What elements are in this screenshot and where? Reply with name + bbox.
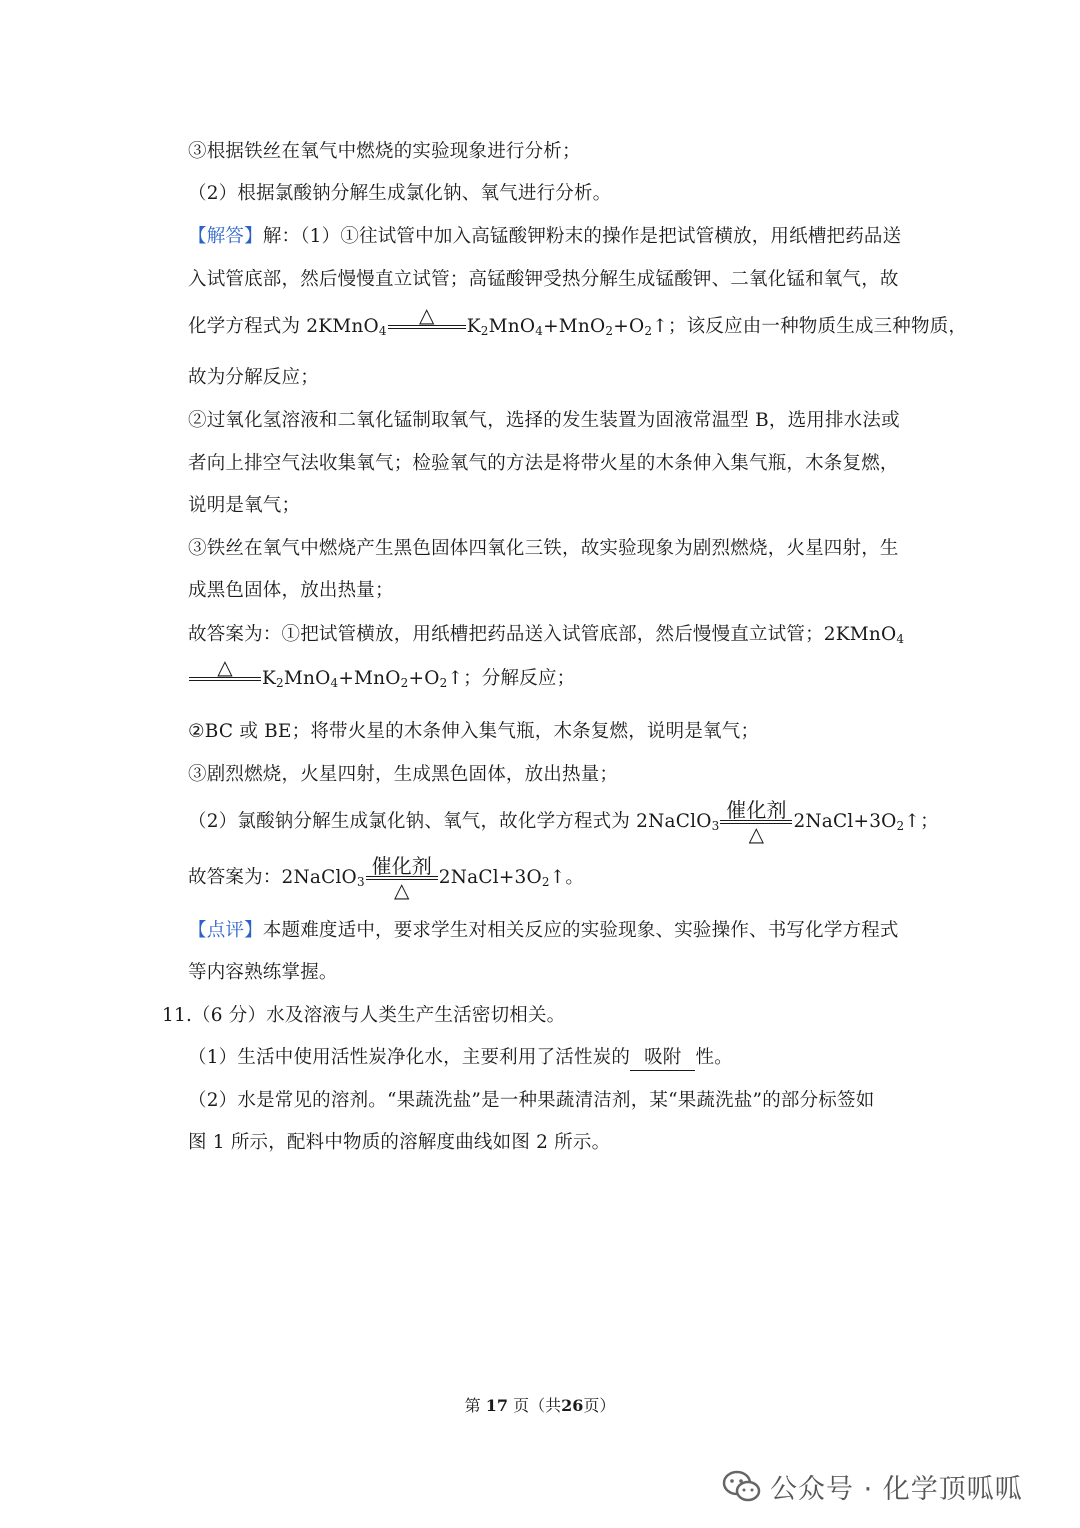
text-span: ↑；分解反应； xyxy=(447,668,576,689)
text-span: +MnO xyxy=(543,316,606,337)
text-span: +MnO xyxy=(338,668,401,689)
footer-text: 页（共 xyxy=(513,1396,562,1415)
footer-text: 第 xyxy=(464,1396,481,1415)
catalyst-label: 催化剂 xyxy=(371,854,433,878)
text-line: 说明是氧气； xyxy=(188,495,301,516)
comment-tag: 【点评】 xyxy=(188,920,263,941)
text-span: 性。 xyxy=(695,1047,733,1068)
text-line: 故为分解反应； xyxy=(188,367,319,388)
page-footer xyxy=(0,1393,1080,1416)
question-title: 11.（6 分）水及溶液与人类生产生活密切相关。 xyxy=(162,1005,566,1026)
total-pages: 26 xyxy=(561,1396,584,1415)
wechat-icon xyxy=(722,1469,762,1505)
text-span: 本题难度适中，要求学生对相关反应的实验现象、实验操作、书写化学方程式 xyxy=(262,920,899,941)
equation-line xyxy=(188,856,584,900)
text-line: （2）水是常见的溶剂。“果蔬洗盐”是一种果蔬清洁剂，某“果蔬洗盐”的部分标签如 xyxy=(188,1090,875,1111)
text-span: ↑；该反应由一种物质生成三种物质， xyxy=(652,316,968,337)
text-span: K xyxy=(262,668,277,689)
page-number: 17 xyxy=(485,1396,508,1415)
text-line: ③剧烈燃烧，火星四射，生成黑色固体，放出热量； xyxy=(188,764,619,785)
subscript: 4 xyxy=(378,324,387,338)
equation-line xyxy=(188,305,967,349)
text-line: 图 1 所示，配料中物质的溶解度曲线如图 2 所示。 xyxy=(188,1132,611,1153)
catalyst-label: 催化剂 xyxy=(726,798,787,822)
catalyst-arrow xyxy=(720,800,792,844)
text-span: MnO xyxy=(283,668,331,689)
text-span: 2NaCl+3O xyxy=(438,867,542,888)
subscript: 2 xyxy=(605,324,614,338)
text-line: ②BC 或 BE；将带火星的木条伸入集气瓶，木条复燃，说明是氧气； xyxy=(188,721,760,742)
text-span: MnO xyxy=(488,316,536,337)
text-line: 成黑色固体，放出热量； xyxy=(188,580,394,601)
answer-tag: 【解答】 xyxy=(188,226,263,247)
text-line: （2）根据氯酸钠分解生成氯化钠、氧气进行分析。 xyxy=(188,183,612,204)
text-line: 入试管底部，然后慢慢直立试管；高锰酸钾受热分解生成锰酸钾、二氧化锰和氧气，故 xyxy=(188,269,899,290)
text-span: （2）氯酸钠分解生成氯化钠、氧气，故化学方程式为 2NaClO xyxy=(188,811,712,832)
answer-blank: 吸附 xyxy=(630,1046,695,1071)
text-line: 者向上排空气法收集氧气；检验氧气的方法是将带火星的木条伸入集气瓶，木条复燃， xyxy=(188,453,899,474)
text-line: ③根据铁丝在氧气中燃烧的实验现象进行分析； xyxy=(188,141,581,162)
delta-symbol: △ xyxy=(418,303,435,327)
text-span: +O xyxy=(613,316,645,337)
subscript: 2 xyxy=(644,324,653,338)
text-span: K xyxy=(466,316,481,337)
text-span: ↑。 xyxy=(549,867,585,888)
subscript: 2 xyxy=(896,819,905,833)
text-span: 故答案为：①把试管横放，用纸槽把药品送入试管底部，然后慢慢直立试管；2KMnO xyxy=(188,624,897,645)
subscript: 2 xyxy=(480,324,489,338)
footer-text: 页） xyxy=(583,1396,616,1415)
equation-line xyxy=(188,800,939,844)
subscript: 4 xyxy=(535,324,544,338)
subscript: 2 xyxy=(400,676,409,690)
subscript: 4 xyxy=(896,632,905,646)
subscript: 3 xyxy=(356,875,365,889)
delta-symbol: △ xyxy=(748,822,765,846)
text-span: +O xyxy=(408,668,440,689)
subscript: 3 xyxy=(711,819,720,833)
subscript: 2 xyxy=(439,676,448,690)
delta-symbol: △ xyxy=(393,878,410,902)
text-span: 故答案为：2NaClO xyxy=(188,867,357,888)
catalyst-arrow xyxy=(366,856,438,900)
text-span: 2NaCl+3O xyxy=(793,811,897,832)
heating-arrow xyxy=(189,657,261,701)
text-span: ↑； xyxy=(904,811,939,832)
text-span: （1）生活中使用活性炭净化水，主要利用了活性炭的 xyxy=(188,1047,631,1068)
subscript: 2 xyxy=(276,676,284,690)
answer-line xyxy=(188,223,901,251)
text-span: 化学方程式为 2KMnO xyxy=(188,316,379,337)
watermark-text: 公众号 · 化学顶呱呱 xyxy=(770,1474,1023,1505)
text-line: ②过氧化氢溶液和二氧化锰制取氧气，选择的发生装置为固液常温型 B，选用排水法或 xyxy=(188,410,900,431)
question-line xyxy=(188,1044,733,1072)
text-span: 解：（1）①往试管中加入高锰酸钾粉末的操作是把试管横放，用纸槽把药品送 xyxy=(262,226,902,247)
text-line xyxy=(188,621,904,653)
watermark xyxy=(722,1467,1023,1506)
subscript: 2 xyxy=(541,875,550,889)
text-line: 等内容熟练掌握。 xyxy=(188,962,338,983)
text-line: ③铁丝在氧气中燃烧产生黑色固体四氧化三铁，故实验现象为剧烈燃烧，火星四射，生 xyxy=(188,538,899,559)
heating-arrow xyxy=(388,305,466,349)
subscript: 4 xyxy=(330,676,339,690)
equation-line xyxy=(188,657,575,701)
comment-line xyxy=(188,917,899,945)
delta-symbol: △ xyxy=(217,655,233,679)
